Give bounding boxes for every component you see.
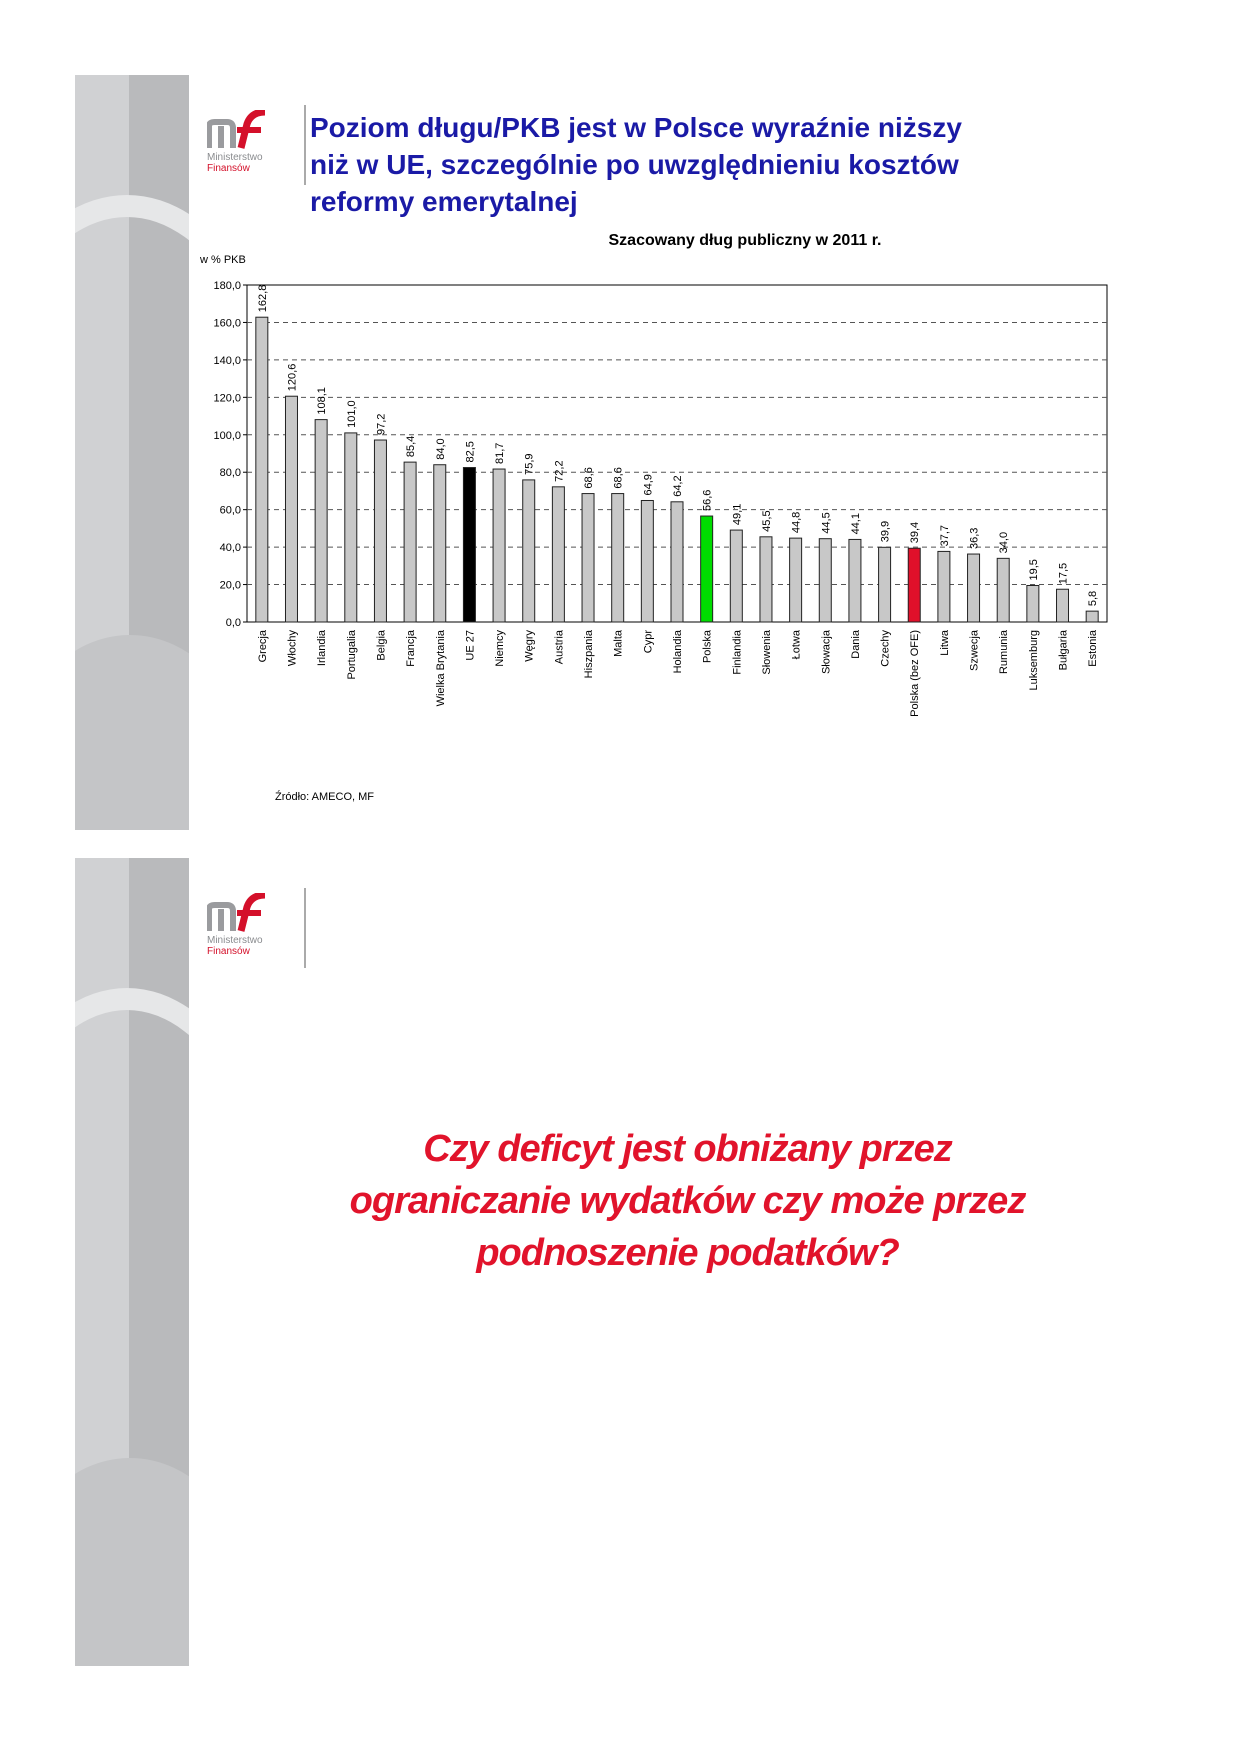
bar-estonia xyxy=(1086,611,1098,622)
x-category-label: Luksemburg xyxy=(1027,630,1040,691)
mf-logo-icon xyxy=(207,893,273,933)
bar-value-label: 34,0 xyxy=(998,531,1011,554)
bar-polska-bez-ofe- xyxy=(908,548,920,622)
bar-czechy xyxy=(879,547,891,622)
x-category-label: Czechy xyxy=(879,630,892,667)
y-tick-label: 60,0 xyxy=(219,504,241,517)
slide-title xyxy=(310,109,1110,220)
chart-source: Źródło: AMECO, MF xyxy=(275,791,375,803)
logo-text-finance: Finansów xyxy=(207,946,250,957)
bar-dania xyxy=(849,539,861,622)
bar-value-label: 44,5 xyxy=(820,512,833,534)
x-category-label: Bułgaria xyxy=(1057,630,1070,671)
bar-value-label: 108,1 xyxy=(316,387,329,415)
bar-słowacja xyxy=(819,539,831,622)
title-divider xyxy=(304,105,306,185)
bar-value-label: 45,5 xyxy=(760,510,773,532)
bar-value-label: 81,7 xyxy=(494,442,507,465)
bar-value-label: 72,2 xyxy=(553,460,566,482)
x-category-label: Polska (bez OFE) xyxy=(909,630,922,717)
y-tick-label: 100,0 xyxy=(213,429,241,442)
slide-2 xyxy=(75,858,1120,1666)
bar-irlandia xyxy=(315,420,327,622)
bar-value-label: 68,6 xyxy=(583,467,596,489)
x-category-label: Portugalia xyxy=(345,630,358,680)
title-line-2: niż w UE, szczególnie po uwzględnieniu kosztów xyxy=(310,149,959,180)
bar-value-label: 85,4 xyxy=(405,435,418,458)
x-category-label: Dania xyxy=(849,630,862,659)
bar-litwa xyxy=(938,551,950,622)
bar-ue-27 xyxy=(463,468,475,622)
bar-value-label: 56,6 xyxy=(701,489,714,512)
x-category-label: Polska xyxy=(701,630,714,664)
x-category-label: Słowacja xyxy=(820,630,833,675)
x-category-label: Belgia xyxy=(375,630,388,661)
y-tick-label: 80,0 xyxy=(219,467,241,480)
bar-łotwa xyxy=(790,538,802,622)
x-category-label: Hiszpania xyxy=(583,630,596,679)
x-category-label: Cypr xyxy=(642,630,655,654)
bar-value-label: 120,6 xyxy=(286,363,299,392)
bar-belgia xyxy=(374,440,386,622)
x-category-label: UE 27 xyxy=(464,630,477,661)
x-category-label: Irlandia xyxy=(316,630,329,667)
bar-value-label: 64,9 xyxy=(642,474,655,496)
bar-malta xyxy=(612,494,624,622)
bar-value-label: 64,2 xyxy=(672,475,684,497)
x-category-label: Finlandia xyxy=(731,630,744,675)
bar-luksemburg xyxy=(1027,585,1039,622)
bar-hiszpania xyxy=(582,494,594,622)
mf-logo-icon xyxy=(207,110,273,150)
y-tick-label: 120,0 xyxy=(213,392,241,405)
x-category-label: Austria xyxy=(553,630,566,665)
bar-value-label: 36,3 xyxy=(968,527,981,550)
bar-value-label: 39,4 xyxy=(909,521,922,544)
bar-bułgaria xyxy=(1057,589,1069,622)
x-category-label: Węgry xyxy=(523,630,536,662)
bar-value-label: 39,9 xyxy=(879,520,892,543)
y-tick-label: 20,0 xyxy=(219,579,241,592)
bar-węgry xyxy=(523,480,535,622)
bar-rumunia xyxy=(997,558,1009,622)
question-line-3: podnoszenie podatków? xyxy=(476,1232,899,1274)
logo-divider xyxy=(304,888,306,968)
x-category-label: Słowenia xyxy=(760,630,773,675)
title-line-3: reformy emerytalnej xyxy=(310,186,578,217)
x-category-label: Szwecja xyxy=(968,630,981,671)
bar-value-label: 44,8 xyxy=(790,511,803,534)
question-text xyxy=(165,1123,1120,1279)
bar-grecja xyxy=(256,317,268,622)
bar-austria xyxy=(552,487,564,622)
logo-text-finance: Finansów xyxy=(207,163,250,174)
bar-portugalia xyxy=(345,433,357,622)
bar-wielka-brytania xyxy=(434,465,446,622)
y-tick-label: 180,0 xyxy=(213,280,241,292)
bar-słowenia xyxy=(760,537,772,622)
x-category-label: Niemcy xyxy=(494,630,507,667)
bar-value-label: 19,5 xyxy=(1027,559,1040,581)
bar-value-label: 5,8 xyxy=(1087,590,1100,607)
bar-value-label: 49,1 xyxy=(731,503,744,526)
x-category-label: Holandia xyxy=(672,630,684,674)
bar-cypr xyxy=(641,500,653,622)
x-category-label: Łotwa xyxy=(790,630,803,660)
bar-value-label: 162,8 xyxy=(256,284,269,313)
x-category-label: Włochy xyxy=(286,630,299,667)
bar-niemcy xyxy=(493,469,505,622)
bar-francja xyxy=(404,462,416,622)
bar-value-label: 75,9 xyxy=(523,453,536,475)
y-tick-label: 140,0 xyxy=(213,354,241,367)
x-category-label: Rumunia xyxy=(998,630,1011,675)
logo-text-ministry: Ministerstwo xyxy=(207,935,263,946)
bar-value-label: 44,1 xyxy=(849,513,862,535)
chart-ylabel: w % PKB xyxy=(200,254,246,266)
bar-value-label: 68,6 xyxy=(612,467,625,489)
bar-value-label: 84,0 xyxy=(434,438,447,460)
bar-holandia xyxy=(671,502,683,622)
ministry-logo xyxy=(207,110,303,174)
logo-text-ministry: Ministerstwo xyxy=(207,152,263,163)
bar-value-label: 17,5 xyxy=(1057,562,1070,585)
x-category-label: Litwa xyxy=(938,630,951,656)
bar-value-label: 82,5 xyxy=(464,441,477,463)
debt-bar-chart xyxy=(185,225,1115,815)
title-line-1: Poziom długu/PKB jest w Polsce wyraźnie niższy xyxy=(310,112,962,143)
bar-value-label: 37,7 xyxy=(938,524,951,547)
x-category-label: Grecja xyxy=(256,630,269,663)
question-line-1: Czy deficyt jest obniżany przez xyxy=(423,1128,952,1170)
slide-1 xyxy=(75,75,1120,830)
x-category-label: Francja xyxy=(405,630,418,667)
bar-finlandia xyxy=(730,530,742,622)
y-tick-label: 160,0 xyxy=(213,317,241,330)
bar-szwecja xyxy=(968,554,980,622)
decorative-sidebar xyxy=(75,75,189,830)
bar-polska xyxy=(701,516,713,622)
x-category-label: Estonia xyxy=(1087,630,1100,667)
question-line-2: ograniczanie wydatków czy może przez xyxy=(349,1180,1026,1222)
x-category-label: Malta xyxy=(612,630,625,657)
bar-value-label: 101,0 xyxy=(345,400,358,428)
ministry-logo xyxy=(207,893,303,957)
bar-włochy xyxy=(285,396,297,622)
chart-title: Szacowany dług publiczny w 2011 r. xyxy=(608,232,882,249)
x-category-label: Wielka Brytania xyxy=(434,630,447,707)
y-tick-label: 0,0 xyxy=(225,617,241,629)
bar-value-label: 97,2 xyxy=(375,413,388,436)
y-tick-label: 40,0 xyxy=(219,542,241,555)
